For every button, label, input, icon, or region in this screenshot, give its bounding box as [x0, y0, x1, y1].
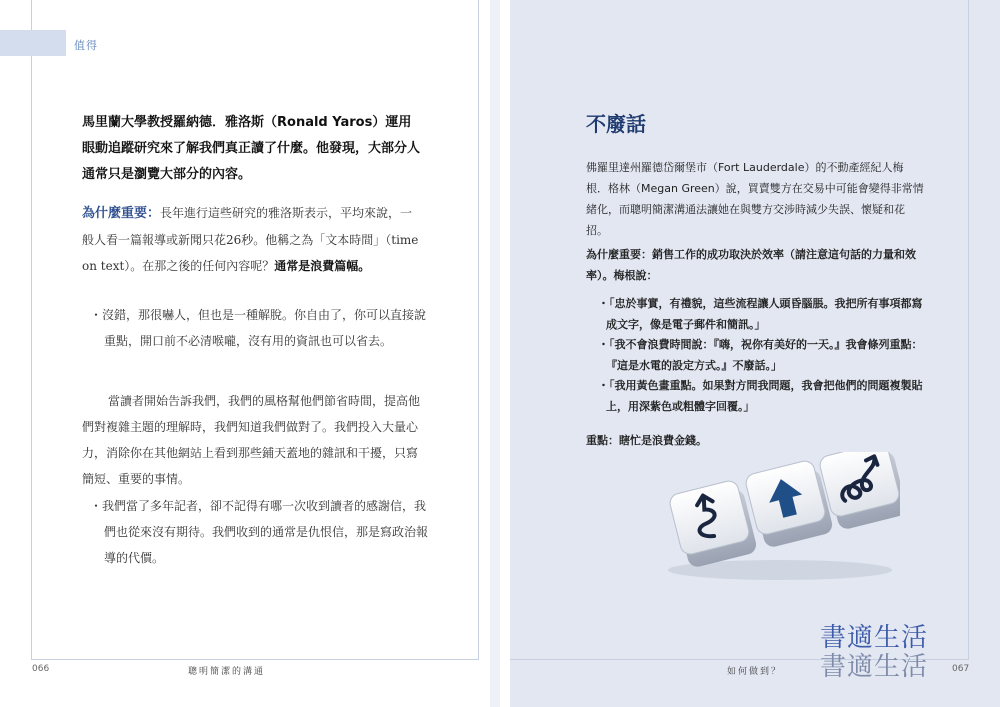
right-bullet-1: ・「忠於事實，有禮貌，這些流程讓人頭昏腦脹。我把所有事項都寫成文字，像是電子郵件和簡訊。」: [598, 297, 923, 331]
running-footer-left: 聰明簡潔的溝通: [188, 667, 266, 677]
left-margin-rule: [31, 0, 32, 660]
left-inner-rule: [478, 0, 479, 660]
publisher-watermark: 書適生活: [820, 623, 929, 653]
publisher-watermark-shadow: 書適生活: [820, 652, 929, 682]
left-footer-rule: [31, 659, 479, 660]
running-footer-right: 如何做到？: [727, 667, 783, 677]
page-number-left: 066: [32, 664, 50, 674]
why-strong: 通常是浪費篇幅。: [274, 259, 371, 273]
section-tab-block: [0, 30, 66, 56]
section-tab-label: 值得: [74, 39, 98, 52]
gutter-strip: [490, 0, 500, 707]
gutter-gap: [500, 0, 510, 707]
key-label: 重點：: [586, 434, 619, 447]
right-intro-paragraph: 佛羅里達州羅德岱爾堡市（Fort Lauderdale）的不動產經紀人梅根．格林（Megan Green）說，買賣雙方在交易中可能會變得非常情緒化，而聰明簡潔溝通法讓她在與雙方交涉時減少失誤、懷疑和花招。: [586, 161, 924, 237]
right-bullet-3: ・「我用黃色畫重點。如果對方問我問題，我會把他們的問題複製貼上，用深紫色或粗體字回覆。」: [598, 379, 923, 413]
section-title: 不廢話: [586, 112, 646, 136]
why-it-matters-left: [82, 200, 422, 279]
left-body-paragraph: 當讀者開始告訴我們，我們的風格幫他們節省時間，提高他們對複雜主題的理解時，我們知道我們做對了。我們投入大量心力，消除你在其他網站上看到那些鋪天蓋地的雜訊和干擾，只寫簡短、重要的事情。: [82, 394, 421, 486]
key-text: 瞎忙是浪費金錢。: [619, 434, 707, 447]
right-margin-rule: [968, 0, 969, 660]
intro-paragraph: 馬里蘭大學教授羅納德．雅洛斯（Ronald Yaros）運用眼動追蹤研究來了解我們真正讀了什麼。他發現，大部分人通常只是瀏覽大部分的內容。: [82, 115, 421, 182]
why-text: 長年進行這些研究的雅洛斯表示，平均來說，一般人看一篇報導或新聞只花26秒。他稱之為「文本時間」（time on text）。在那之後的任何內容呢？: [82, 206, 419, 273]
key-point: [586, 432, 707, 448]
left-bullet-2: ・我們當了多年記者，卻不記得有哪一次收到讀者的感謝信，我們也從來沒有期待。我們收到的通常是仇恨信，那是寫政治報導的代價。: [90, 499, 429, 565]
why-label-right: 為什麼重要：: [586, 248, 652, 261]
right-bullet-2: ・「我不會浪費時間說：『嗨，祝你有美好的一天。』我會條列重點：『這是水電的設定方式。』不廢話。」: [598, 338, 923, 372]
page-number-right: 067: [952, 664, 970, 674]
why-label: 為什麼重要：: [82, 206, 161, 221]
keyboard-keys-illustration: [660, 452, 900, 582]
up-arrow-key-icon: [744, 458, 834, 550]
left-bullet-1: ・沒錯，那很嚇人，但也是一種解脫。你自由了，你可以直接說重點，開口前不必清喉嚨，沒有用的資訊也可以省去。: [90, 308, 427, 348]
why-it-matters-right: [586, 244, 924, 286]
why-text-right: 銷售工作的成功取決於效率（請注意這句話的力量和效率）。梅根說：: [586, 248, 916, 282]
winding-arrow-key-icon: [668, 478, 758, 570]
